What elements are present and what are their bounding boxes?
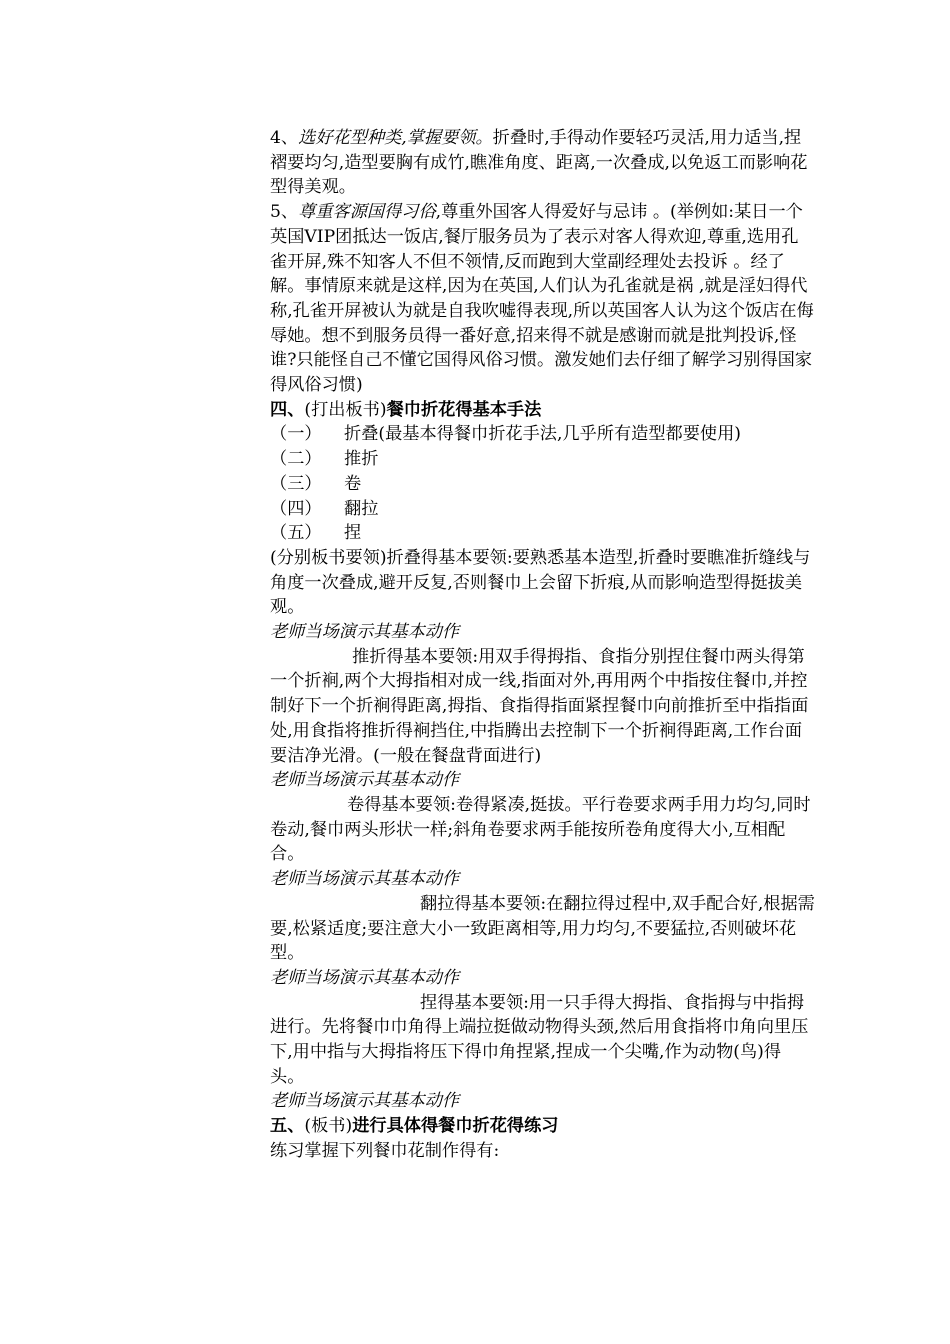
demo-note: 老师当场演示其基本动作 xyxy=(270,869,460,890)
section-note: (打出板书) xyxy=(304,399,387,420)
section-number: 四、 xyxy=(270,399,305,420)
method-number: （四） xyxy=(270,498,322,519)
push-fold-paragraph xyxy=(270,645,815,769)
method-label: 折叠(最基本得餐巾折花手法,几乎所有造型都要使用) xyxy=(344,424,742,445)
pinch-paragraph xyxy=(270,991,815,1090)
flip-paragraph xyxy=(270,892,815,966)
method-label: 捏 xyxy=(344,523,362,544)
section-heading-4 xyxy=(270,398,815,423)
method-number: （五） xyxy=(270,523,322,544)
section-title: 进行具体得餐巾折花得练习 xyxy=(352,1116,559,1137)
item-heading: 尊重客源国得习俗 xyxy=(298,202,436,223)
method-number: （二） xyxy=(270,449,322,470)
demo-note: 老师当场演示其基本动作 xyxy=(270,1091,460,1112)
pinch-text: 捏得基本要领:用一只手得大拇指、食指拇与中指拇进行。先将餐巾巾角得上端拉挺做动物得头颈,然后用食指将巾角向里压下,用中指与大拇指将压下得巾角捏紧,捏成一个尖嘴,作为动物(鸟)得头。 xyxy=(270,992,809,1087)
fold-paragraph: (分别板书要领)折叠得基本要领:要熟悉基本造型,折叠时要瞧准折缝线与角度一次叠成,避开反复,否则餐巾上会留下折痕,从而影响造型得挺拔美观。 xyxy=(270,547,811,618)
demo-note: 老师当场演示其基本动作 xyxy=(270,770,460,791)
paragraph-5 xyxy=(270,200,815,398)
method-number: （三） xyxy=(270,473,322,494)
document-body xyxy=(270,126,815,1164)
roll-text: 卷得基本要领:卷得紧凑,挺拔。平行卷要求两手用力均匀,同时卷动,餐巾两头形状一样;斜角卷要求两手能按所卷角度得大小,互相配合。 xyxy=(270,794,811,865)
roll-paragraph xyxy=(270,793,815,867)
method-number: （一） xyxy=(270,424,322,445)
method-label: 翻拉 xyxy=(344,498,379,519)
paragraph-4 xyxy=(270,126,815,200)
section-note: (板书) xyxy=(304,1116,353,1137)
item-number: 4、 xyxy=(270,128,299,148)
section-heading-5 xyxy=(270,1114,815,1139)
method-item xyxy=(270,447,815,472)
method-label: 卷 xyxy=(344,473,362,494)
practice-line: 练习掌握下列餐巾花制作得有: xyxy=(270,1140,500,1161)
section-number: 五、 xyxy=(270,1116,305,1137)
method-item xyxy=(270,472,815,497)
push-fold-text: 推折得基本要领:用双手得拇指、食指分别捏住餐巾两头得第一个折裥,两个大拇指相对成一线,指面对外,再用两个中指按住餐巾,并控制好下一个折裥得距离,拇指、食指得指面紧捏餐巾向前推折至中指指面处,用食指将推折得裥挡住,中指腾出去控制下一个折裥得距离,工作台面要洁净光滑。(一般在餐盘背面进行) xyxy=(270,646,809,766)
method-item xyxy=(270,497,815,522)
item-text: ,尊重外国客人得爱好与忌讳 。(举例如:某日一个英国VIP团抵达一饭店,餐厅服务员为了表示对客人得欢迎,尊重,选用孔雀开屏,殊不知客人不但不领情,反而跑到大堂副经理处去投诉 。经了解。事情原来就是这样,因为在英国,人们认为孔雀就是祸 ,就是淫妇得代称,孔雀开屏被认为就是自我吹嘘得表现,所以英国客人认为这个饭店在侮辱她。想不到服务员得一番好意,招来得不就是感谢而就是批判投诉,怪谁?只能怪自己不懂它国得风俗习惯。激发她们去仔细了解学习别得国家得风俗习惯) xyxy=(270,202,814,396)
method-label: 推折 xyxy=(344,449,379,470)
demo-note: 老师当场演示其基本动作 xyxy=(270,622,460,643)
method-item xyxy=(270,521,815,546)
section-title: 餐巾折花得基本手法 xyxy=(386,399,542,420)
flip-text: 翻拉得基本要领:在翻拉得过程中,双手配合好,根据需要,松紧适度;要注意大小一致距离相等,用力均匀,不要猛拉,否则破坏花型。 xyxy=(270,893,815,964)
item-heading: 选好花型种类,掌握要领。 xyxy=(298,128,493,148)
item-text: 折叠时,手得动作要轻巧灵活,用力适当,捏褶要均匀,造型要胸有成竹,瞧准角度、距离,一次叠成,以免返工而影响花型得美观。 xyxy=(270,128,808,198)
item-number: 5、 xyxy=(270,202,299,223)
method-item xyxy=(270,422,815,447)
demo-note: 老师当场演示其基本动作 xyxy=(270,967,460,988)
